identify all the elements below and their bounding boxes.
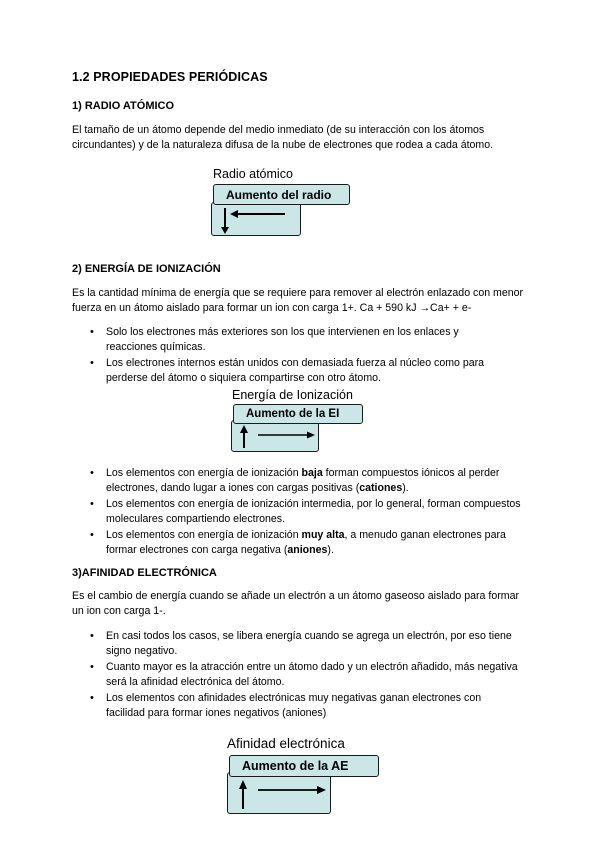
section-heading-afinidad: 3)AFINIDAD ELECTRÓNICA xyxy=(72,567,217,579)
page-title: 1.2 PROPIEDADES PERIÓDICAS xyxy=(72,70,268,84)
arrows-icon xyxy=(228,773,332,815)
diagram-title: Afinidad electrónica xyxy=(227,736,345,751)
arrows-icon xyxy=(232,421,320,453)
list-item: • Los elementos con energía de ionización baja forman compuestos iónicos al perder electrones, dando lugar a iones con cargas positivas (cationes). xyxy=(90,466,530,496)
diagram-box xyxy=(211,202,301,236)
section-text-energia: Es la cantidad mínima de energía que se requiere para remover al electrón enlazado con menor fuerza en un átomo aislado para formar un ion con carga 1+. Ca + 590 kJ →Ca+ + e- xyxy=(72,287,524,314)
diagram-band: Aumento de la EI xyxy=(233,404,363,424)
bullet-list-afinidad xyxy=(90,629,520,722)
bullet-list-energia-a xyxy=(90,325,490,387)
section-text-afinidad: Es el cambio de energía cuando se añade un electrón a un átomo gaseoso aislado para formar un ion con carga 1-. xyxy=(72,590,519,617)
arrows-icon xyxy=(212,203,302,237)
diagram-box xyxy=(231,420,319,452)
diagram-band: Aumento del radio xyxy=(213,184,350,205)
list-item: • Los elementos con energía de ionización intermedia, por lo general, forman compuestos moleculares compartiendo electrones. xyxy=(90,497,530,527)
list-item: • Los elementos con energía de ionización muy alta, a menudo ganan electrones para formar electrones con carga negativa (aniones). xyxy=(90,528,530,558)
diagram-box xyxy=(227,772,331,814)
section-heading-energia: 2) ENERGÍA DE IONIZACIÓN xyxy=(72,263,221,275)
list-item: • Cuanto mayor es la atracción entre un átomo dado y un electrón añadido, más negativa será la afinidad electrónica del átomo. xyxy=(90,660,520,690)
diagram-title: Radio atómico xyxy=(213,167,293,181)
diagram-title: Energía de Ionización xyxy=(232,388,353,402)
section-text-radio: El tamaño de un átomo depende del medio inmediato (de su interacción con los átomos circundantes) y de la naturaleza difusa de la nube de electrones que rodea a cada átomo. xyxy=(72,124,494,151)
bullet-list-energia-b xyxy=(90,466,530,559)
list-item: • Los electrones internos están unidos con demasiada fuerza al núcleo como para perderse del átomo o siquiera compartirse con otro átomo. xyxy=(90,356,490,386)
section-heading-radio: 1) RADIO ATÓMICO xyxy=(72,100,175,112)
list-item: • En casi todos los casos, se libera energía cuando se agrega un electrón, por eso tiene signo negativo. xyxy=(90,629,520,659)
diagram-band: Aumento de la AE xyxy=(229,755,379,777)
list-item: • Solo los electrones más exteriores son los que intervienen en los enlaces y reacciones químicas. xyxy=(90,325,490,355)
list-item: • Los elementos con afinidades electrónicas muy negativas ganan electrones con facilidad para formar iones negativos (aniones) xyxy=(90,691,520,721)
